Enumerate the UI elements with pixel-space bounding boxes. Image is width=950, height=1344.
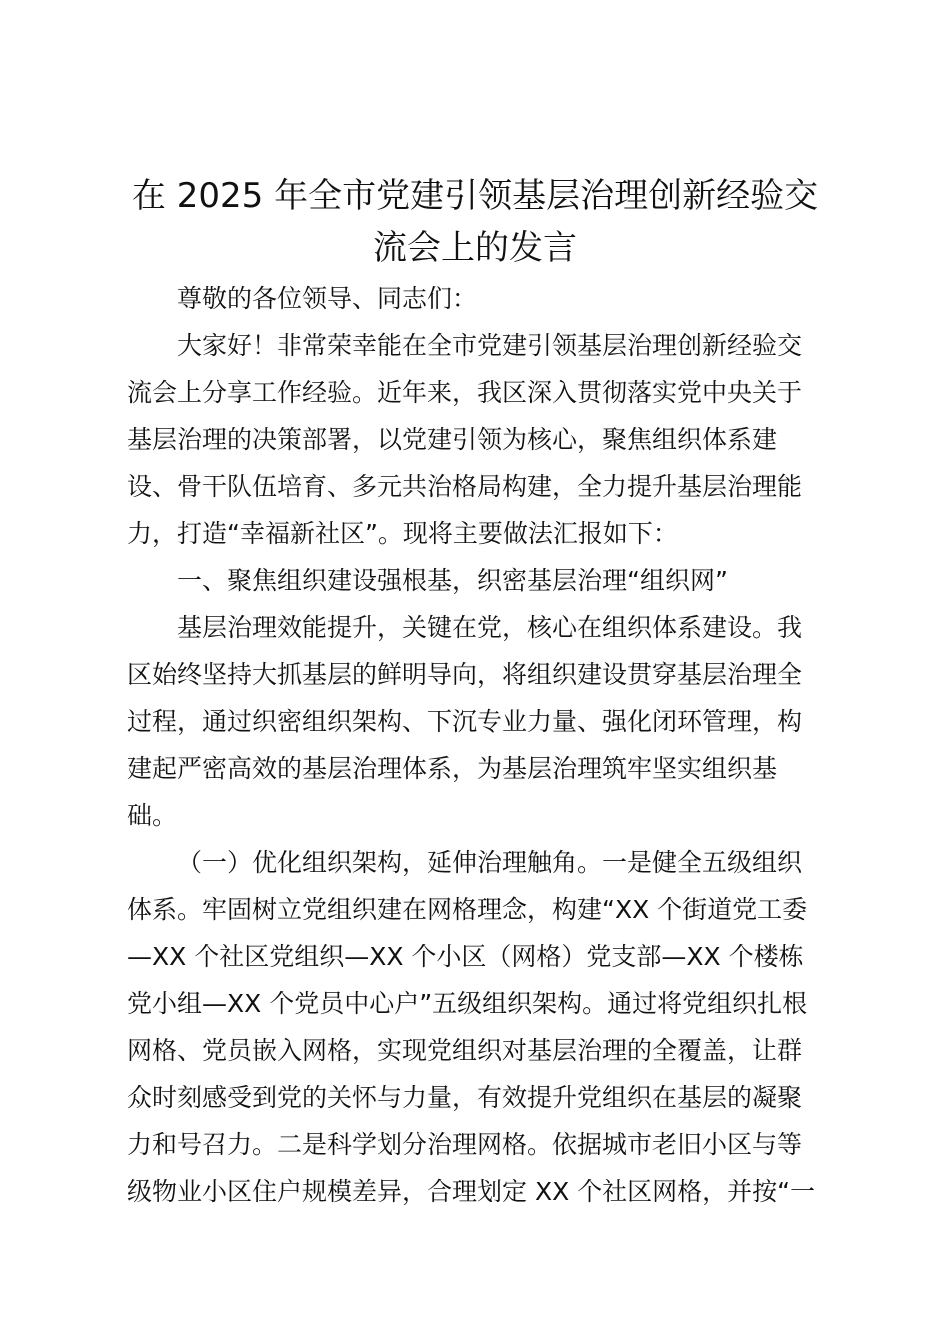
text-line: 网格、党员嵌入网格，实现党组织对基层治理的全覆盖，让群 <box>127 1036 803 1065</box>
section-heading: 一、聚焦组织建设强根基，织密基层治理“组织网” <box>177 566 728 595</box>
text-line: —XX 个社区党组织—XX 个小区（网格）党支部—XX 个楼栋 <box>127 942 804 971</box>
document-title <box>100 170 850 274</box>
text-line: 大家好！非常荣幸能在全市党建引领基层治理创新经验交 <box>177 331 803 360</box>
text-line: 流会上分享工作经验。近年来，我区深入贯彻落实党中央关于 <box>127 378 803 407</box>
title-line-1: 在 2025 年全市党建引领基层治理创新经验交 <box>131 176 819 216</box>
text-line: 建起严密高效的基层治理体系，为基层治理筑牢坚实组织基 <box>127 754 778 783</box>
section-paragraph <box>127 604 827 839</box>
text-line: 众时刻感受到党的关怀与力量，有效提升党组织在基层的凝聚 <box>127 1083 803 1112</box>
text-line: 党小组—XX 个党员中心户”五级组织架构。通过将党组织扎根 <box>127 989 808 1018</box>
text-line: 基层治理的决策部署，以党建引领为核心，聚焦组织体系建 <box>127 425 778 454</box>
text-line: 基层治理效能提升，关键在党，核心在组织体系建设。我 <box>177 613 803 642</box>
text-line: 体系。牢固树立党组织建在网格理念，构建“XX 个街道党工委 <box>127 895 808 924</box>
title-line-2: 流会上的发言 <box>373 228 577 268</box>
text-line: 过程，通过织密组织架构、下沉专业力量、强化闭环管理，构 <box>127 707 803 736</box>
salutation: 尊敬的各位领导、同志们： <box>177 284 478 313</box>
text-line: 础。 <box>127 801 178 830</box>
text-line: 力和号召力。二是科学划分治理网格。依据城市老旧小区与等 <box>127 1130 803 1159</box>
document-body <box>127 275 827 1215</box>
text-line: （一）优化组织架构，延伸治理触角。一是健全五级组织 <box>177 848 803 877</box>
text-line: 区始终坚持大抓基层的鲜明导向，将组织建设贯穿基层治理全 <box>127 660 803 689</box>
subsection-paragraph <box>127 839 827 1215</box>
text-line: 力，打造“幸福新社区”。现将主要做法汇报如下： <box>127 519 678 548</box>
text-line: 级物业小区住户规模差异，合理划定 XX 个社区网格，并按“一 <box>127 1177 816 1206</box>
text-line: 设、骨干队伍培育、多元共治格局构建，全力提升基层治理能 <box>127 472 803 501</box>
intro-paragraph <box>127 322 827 557</box>
